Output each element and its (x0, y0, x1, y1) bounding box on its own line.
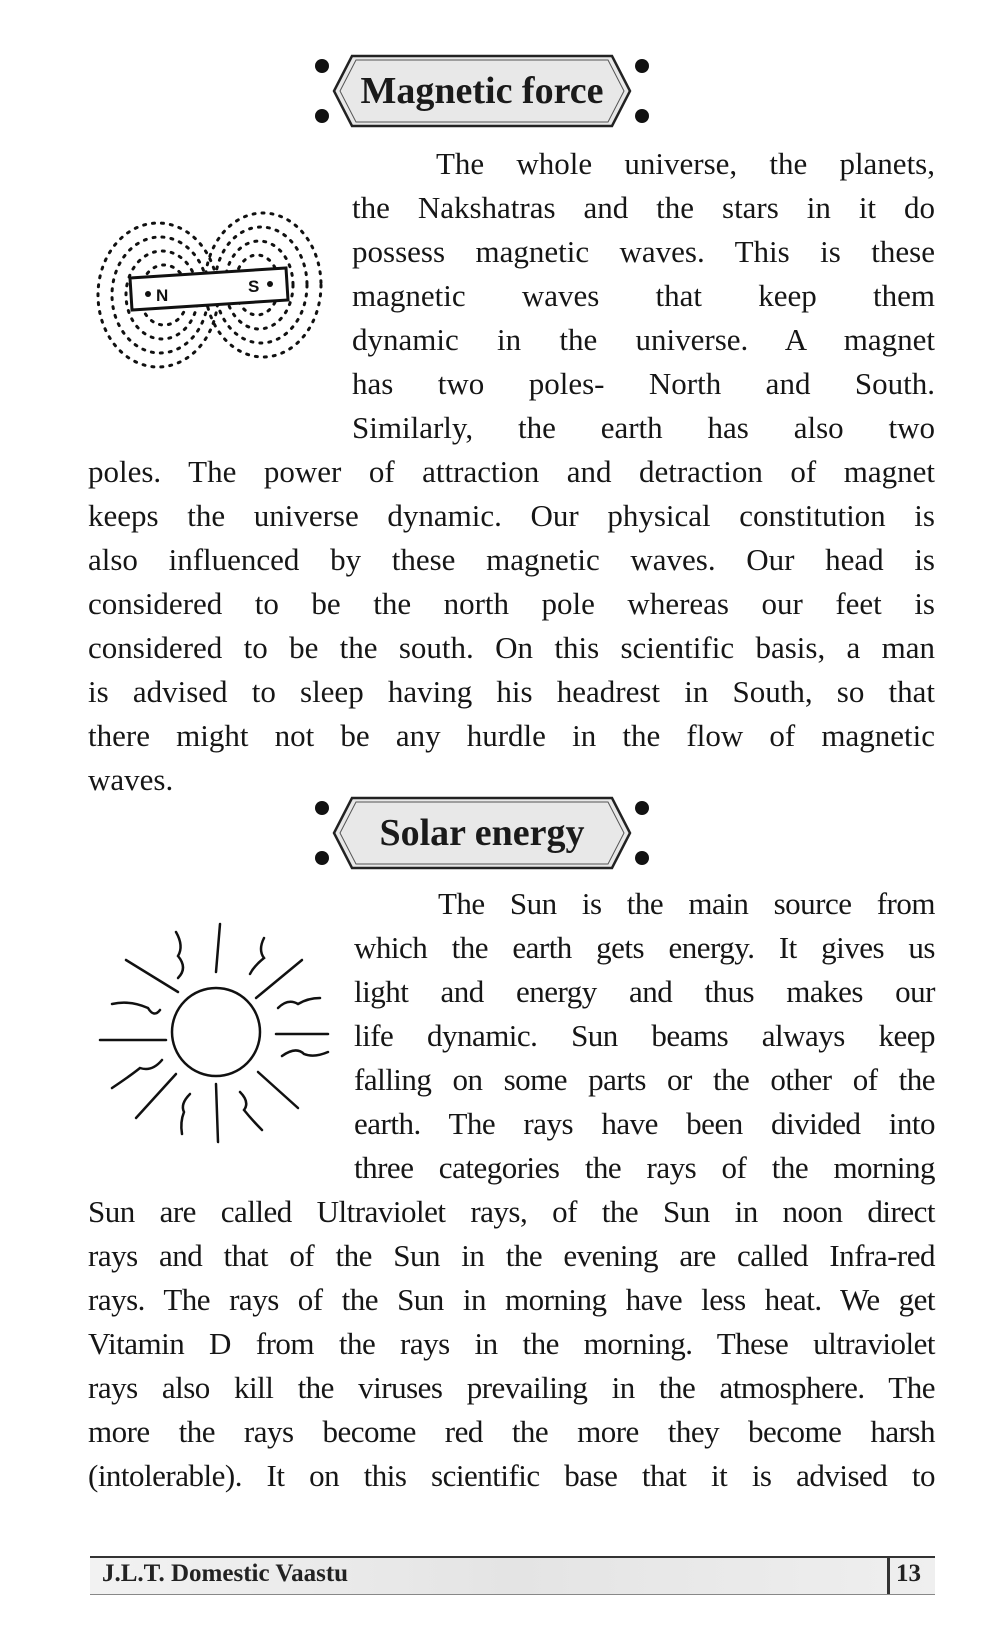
text-line: Vitamin D from the rays in the morning. These ultraviolet (88, 1326, 935, 1361)
page-footer (90, 1556, 935, 1595)
south-pole-label: S (248, 277, 260, 296)
section-heading-solar-energy (312, 796, 652, 870)
text-line: magnetic waves that keep them (352, 278, 935, 313)
section-title: Solar energy (379, 812, 585, 854)
section-title: Magnetic force (360, 70, 604, 112)
text-line: falling on some parts or the other of the (354, 1062, 935, 1097)
section-heading-magnetic-force (312, 54, 652, 128)
magnetic-force-paragraph (88, 142, 935, 802)
text-line: (intolerable). It on this scientific base that it is advised to (88, 1458, 935, 1493)
text-line: has two poles- North and South. (352, 366, 935, 401)
text-line: also influenced by these magnetic waves. Our head is (88, 542, 935, 577)
text-line: considered to be the south. On this scientific basis, a man (88, 630, 935, 665)
text-line: rays and that of the Sun in the evening are called Infra-red (88, 1238, 935, 1273)
text-line: Similarly, the earth has also two (352, 410, 935, 445)
text-line: is advised to sleep having his headrest in South, so that (88, 674, 935, 709)
text-line: keeps the universe dynamic. Our physical constitution is (88, 498, 935, 533)
text-line: considered to be the north pole whereas our feet is (88, 586, 935, 621)
text-line: possess magnetic waves. This is these (352, 234, 935, 269)
text-line: three categories the rays of the morning (354, 1150, 935, 1185)
text-line: rays also kill the viruses prevailing in the atmosphere. The (88, 1370, 935, 1405)
text-line: earth. The rays have been divided into (354, 1106, 935, 1141)
solar-energy-paragraph (88, 882, 935, 1498)
north-pole-label: N (156, 286, 169, 305)
text-line: Sun are called Ultraviolet rays, of the Sun in noon direct (88, 1194, 935, 1229)
text-line: the Nakshatras and the stars in it do (352, 190, 935, 225)
text-line: waves. (88, 762, 174, 797)
text-line: poles. The power of attraction and detraction of magnet (88, 454, 935, 489)
footer-divider (887, 1558, 890, 1594)
text-line: which the earth gets energy. It gives us (354, 930, 935, 965)
text-line: there might not be any hurdle in the flow of magnetic (88, 718, 935, 753)
text-line: life dynamic. Sun beams always keep (354, 1018, 935, 1053)
text-line: more the rays become red the more they become harsh (88, 1414, 935, 1449)
book-title: J.L.T. Domestic Vaastu (102, 1560, 349, 1587)
page-number: 13 (896, 1560, 921, 1587)
text-line: The Sun is the main source from (438, 886, 935, 921)
text-line: light and energy and thus makes our (354, 974, 935, 1009)
text-line: dynamic in the universe. A magnet (352, 322, 935, 357)
text-line: rays. The rays of the Sun in morning have less heat. We get (88, 1282, 935, 1317)
text-line: The whole universe, the planets, (436, 146, 935, 181)
